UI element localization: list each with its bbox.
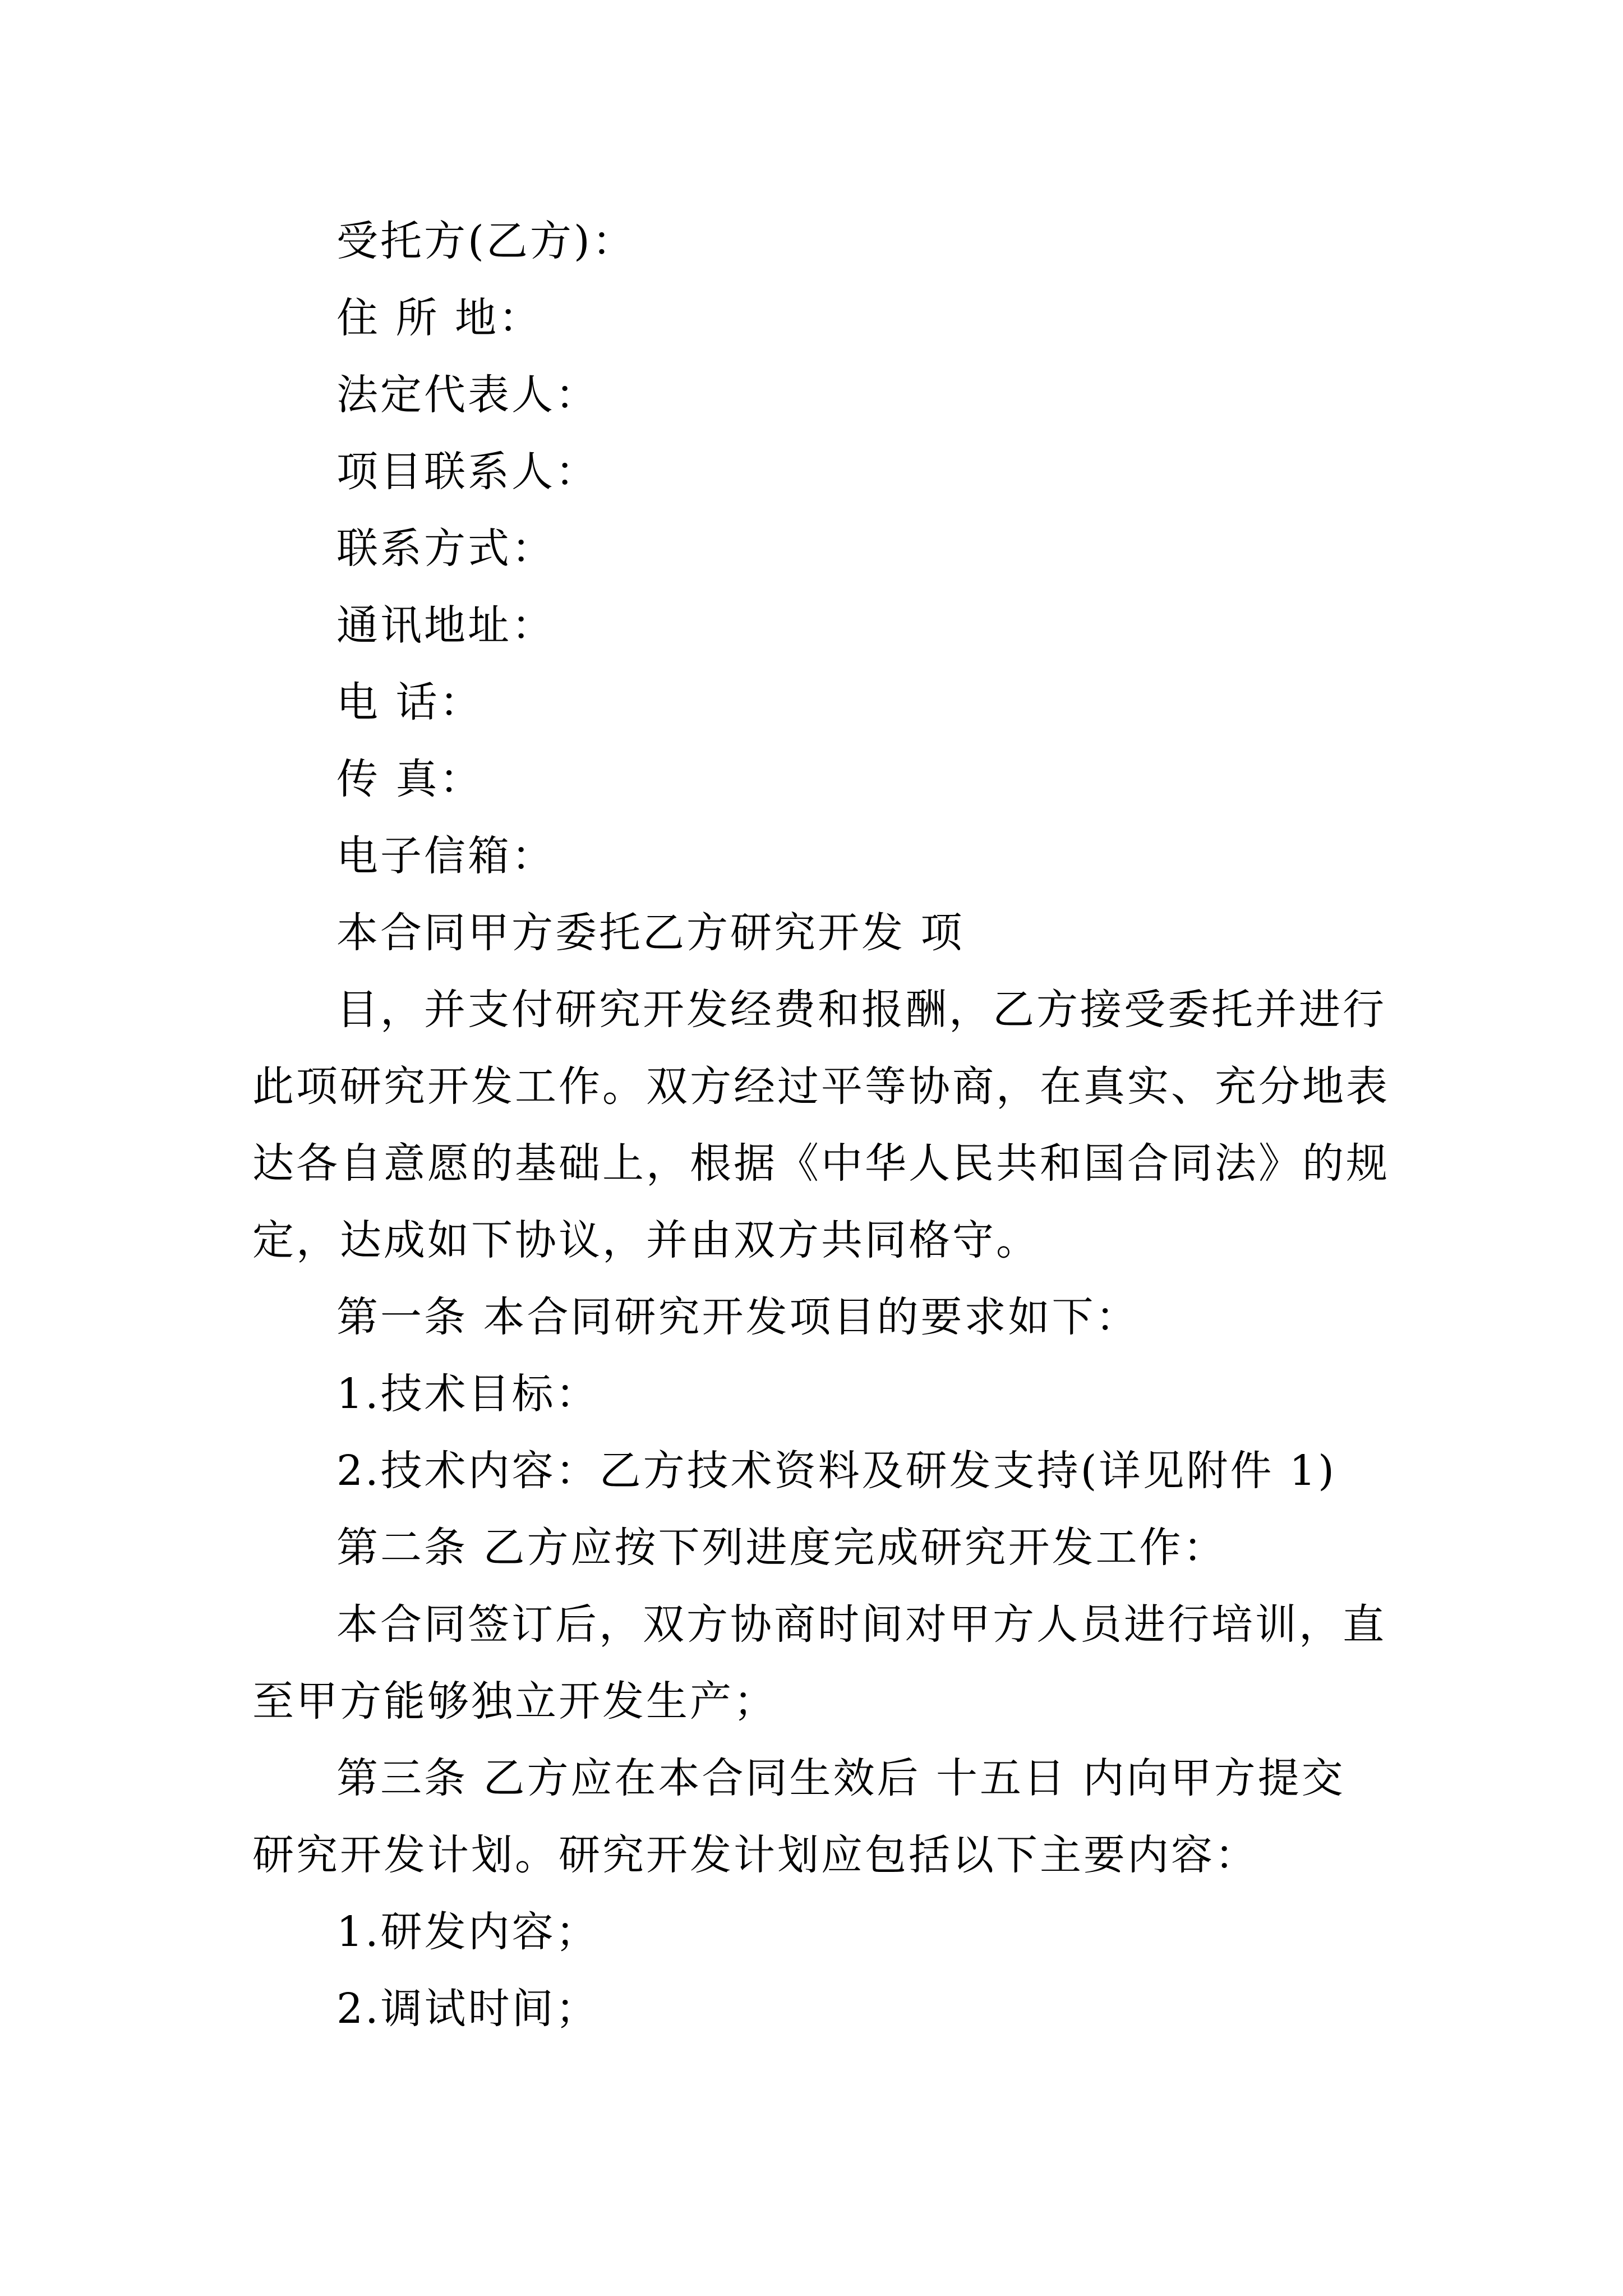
article-3-item-1: 1.研发内容； (336, 1908, 600, 1956)
legal-representative-label: 法定代表人： (336, 371, 599, 419)
contract-intro-line-5: 定，达成如下协议，并由双方共同格守。 (252, 1216, 1040, 1264)
article-3-item-2: 2.调试时间； (336, 1985, 600, 2033)
party-b-heading: 受托方(乙方)： (336, 217, 636, 265)
email-label: 电子信箱： (336, 832, 555, 880)
article-2-body-line-1: 本合同签订后，双方协商时间对甲方人员进行培训，直 (336, 1600, 1386, 1649)
contract-intro-line-1: 本合同甲方委托乙方研究开发 项 (336, 909, 965, 957)
article-1-heading: 第一条 本合同研究开发项目的要求如下： (336, 1293, 1140, 1341)
mailing-address-label: 通讯地址： (336, 601, 555, 650)
article-2-heading: 第二条 乙方应按下列进度完成研究开发工作： (336, 1524, 1227, 1572)
address-label: 住 所 地： (336, 294, 543, 342)
article-3-line-1: 第三条 乙方应在本合同生效后 十五日 内向甲方提交 (336, 1754, 1345, 1802)
article-2-body-line-2: 至甲方能够独立开发生产； (252, 1677, 777, 1726)
contract-intro-line-3: 此项研究开发工作。双方经过平等协商，在真实、充分地表 (252, 1062, 1390, 1111)
article-3-line-2: 研究开发计划。研究开发计划应包括以下主要内容： (252, 1831, 1258, 1879)
phone-label: 电 话： (336, 678, 483, 726)
contract-intro-line-4: 达各自意愿的基础上，根据《中华人民共和国合同法》的规 (252, 1139, 1390, 1188)
contact-method-label: 联系方式： (336, 524, 555, 573)
fax-label: 传 真： (336, 755, 483, 803)
article-1-item-2: 2.技术内容：乙方技术资料及研发支持(详见附件 1) (336, 1447, 1336, 1495)
contract-intro-line-2: 目，并支付研究开发经费和报酬，乙方接受委托并进行 (336, 986, 1386, 1034)
project-contact-label: 项目联系人： (336, 448, 599, 496)
article-1-item-1: 1.技术目标： (336, 1370, 600, 1418)
